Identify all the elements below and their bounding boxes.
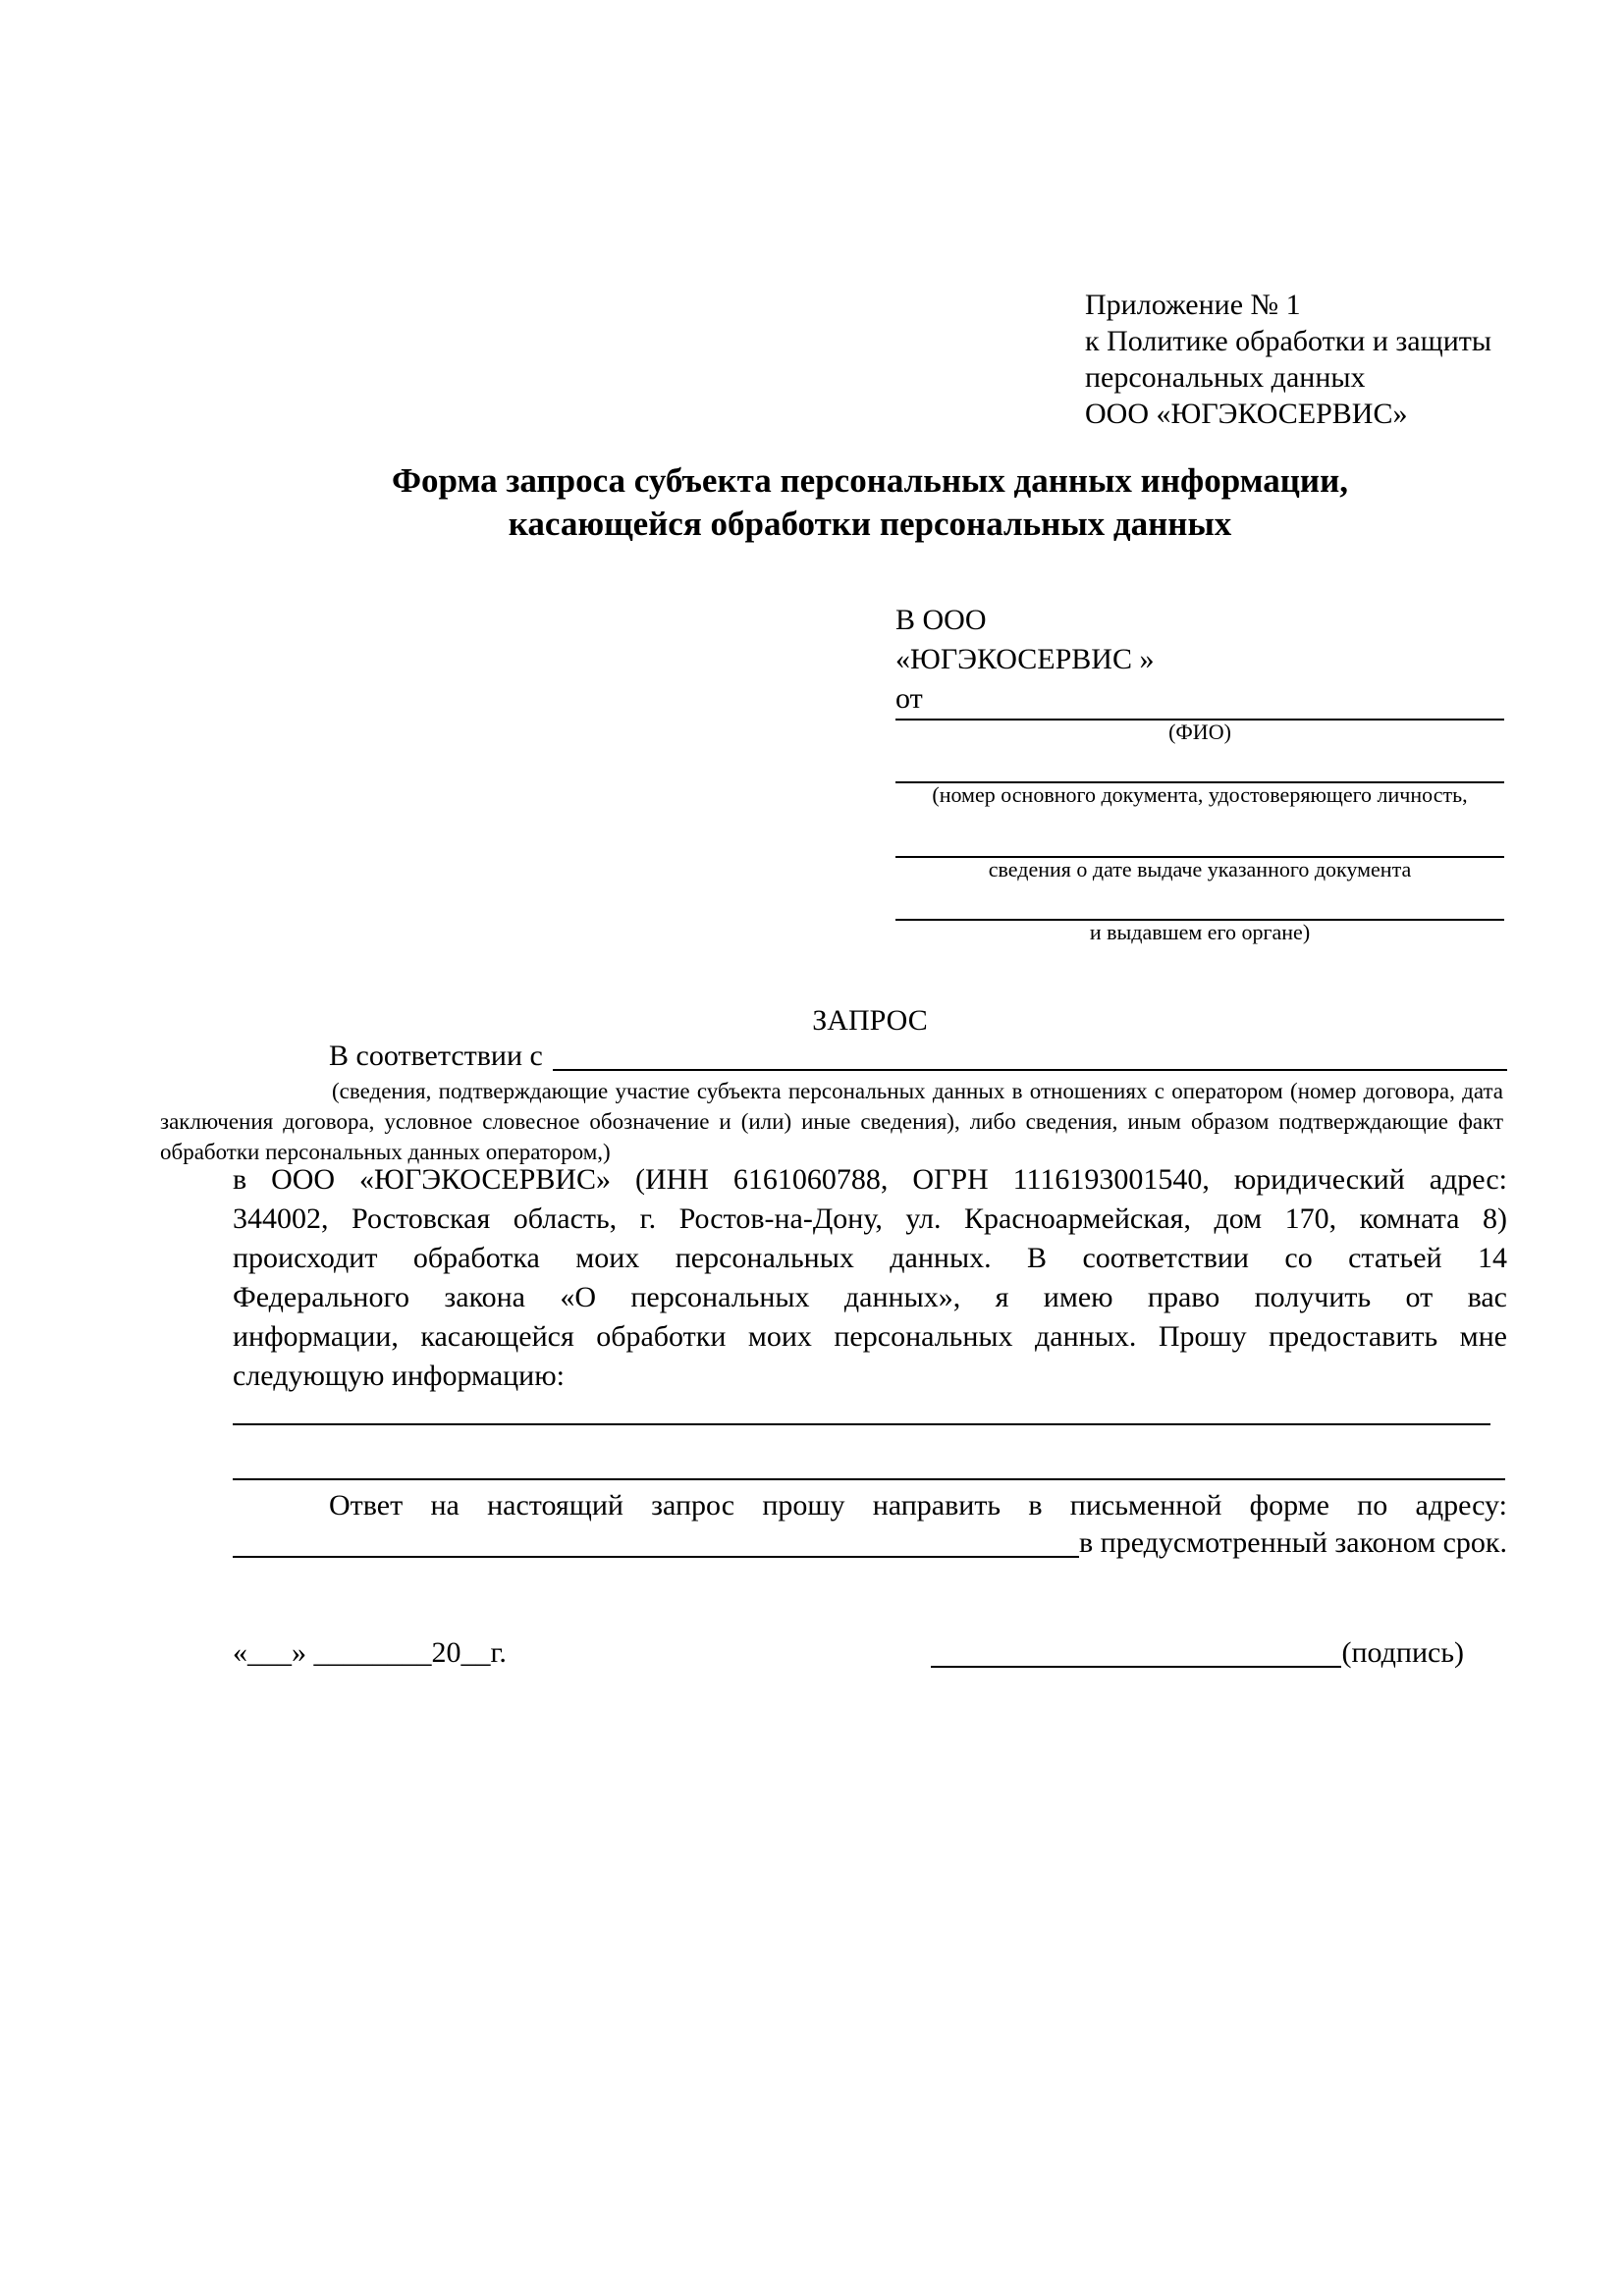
- body-paragraph: [233, 1160, 1507, 1396]
- appendix-line: Приложение № 1: [1085, 289, 1301, 321]
- form-title: [233, 459, 1507, 546]
- fio-caption: (ФИО): [1168, 720, 1231, 744]
- body-line-2: 344002, Ростовская область, г. Ростов-на-Дону, ул. Красноармейская, дом 170, комната 8): [233, 1202, 1507, 1235]
- document-number-fill-line: [895, 744, 1504, 783]
- signature-fill-line: [931, 1633, 1341, 1668]
- form-title-line-2: касающейся обработки персональных данных: [508, 505, 1232, 543]
- request-heading: ЗАПРОС: [812, 1004, 928, 1037]
- issuing-authority-caption: и выдавшем его органе): [1089, 920, 1311, 944]
- deadline-suffix-text: в предусмотренный законом срок.: [1079, 1526, 1507, 1559]
- addressee-org-line-2: «ЮГЭКОСЕРВИС »: [895, 643, 1155, 675]
- appendix-line: персональных данных: [1085, 361, 1366, 394]
- document-number-caption: (номер основного документа, удостоверяющего личность,: [932, 782, 1468, 807]
- body-line-5: информации, касающейся обработки моих персональных данных. Прошу предоставить мне: [233, 1320, 1507, 1353]
- issuing-authority-fill-line: [895, 881, 1504, 921]
- form-title-line-1: Форма запроса субъекта персональных данных информации,: [391, 461, 1349, 500]
- body-line-6: следующую информацию:: [233, 1360, 565, 1392]
- agreement-fill-line: [553, 1037, 1507, 1071]
- issue-date-caption: сведения о дате выдаче указанного документа: [988, 857, 1412, 881]
- address-fill-line: [233, 1523, 1079, 1558]
- intro-prefix-text: В соответствии с: [329, 1040, 543, 1072]
- appendix-header: [1085, 287, 1491, 432]
- appendix-line: ООО «ЮГЭКОСЕРВИС»: [1085, 398, 1408, 430]
- addressee-org-line-1: В ООО: [895, 604, 987, 636]
- issue-date-fill-line: [895, 807, 1504, 858]
- footnote-line-1: (сведения, подтверждающие участие субъекта персональных данных в отношениях с оператором (номер договора, дата: [332, 1079, 1503, 1103]
- appendix-line: к Политике обработки и защиты: [1085, 325, 1492, 357]
- info-fill-line-1: [233, 1404, 1490, 1425]
- footnote-line-2: заключения договора, условное словесное обозначение и (или) иные сведения), либо сведения, иным образом подтверждающие факт: [160, 1109, 1503, 1134]
- footnote-block: [160, 1076, 1503, 1167]
- date-signature-row: [233, 1633, 1507, 1673]
- body-line-3: происходит обработка моих персональных данных. В соответствии со статьей 14: [233, 1242, 1507, 1274]
- deadline-row: [233, 1523, 1507, 1563]
- reply-request-line: Ответ на настоящий запрос прошу направить в письменной форме по адресу:: [329, 1489, 1507, 1522]
- addressee-from-label: от: [895, 682, 923, 715]
- signature-group: [931, 1633, 1507, 1673]
- addressee-block: [895, 601, 1504, 944]
- intro-row: [233, 1037, 1507, 1076]
- footnote-line-3: обработки персональных данных оператором,): [160, 1140, 611, 1164]
- body-line-1: в ООО «ЮГЭКОСЕРВИС» (ИНН 6161060788, ОГРН 1116193001540, юридический адрес:: [233, 1163, 1507, 1196]
- signature-caption: (подпись): [1341, 1636, 1464, 1669]
- info-fill-line-2: [233, 1459, 1505, 1480]
- date-placeholder: «___» ________20__г.: [233, 1636, 507, 1669]
- body-line-4: Федерального закона «О персональных данных», я имею право получить от вас: [233, 1281, 1507, 1313]
